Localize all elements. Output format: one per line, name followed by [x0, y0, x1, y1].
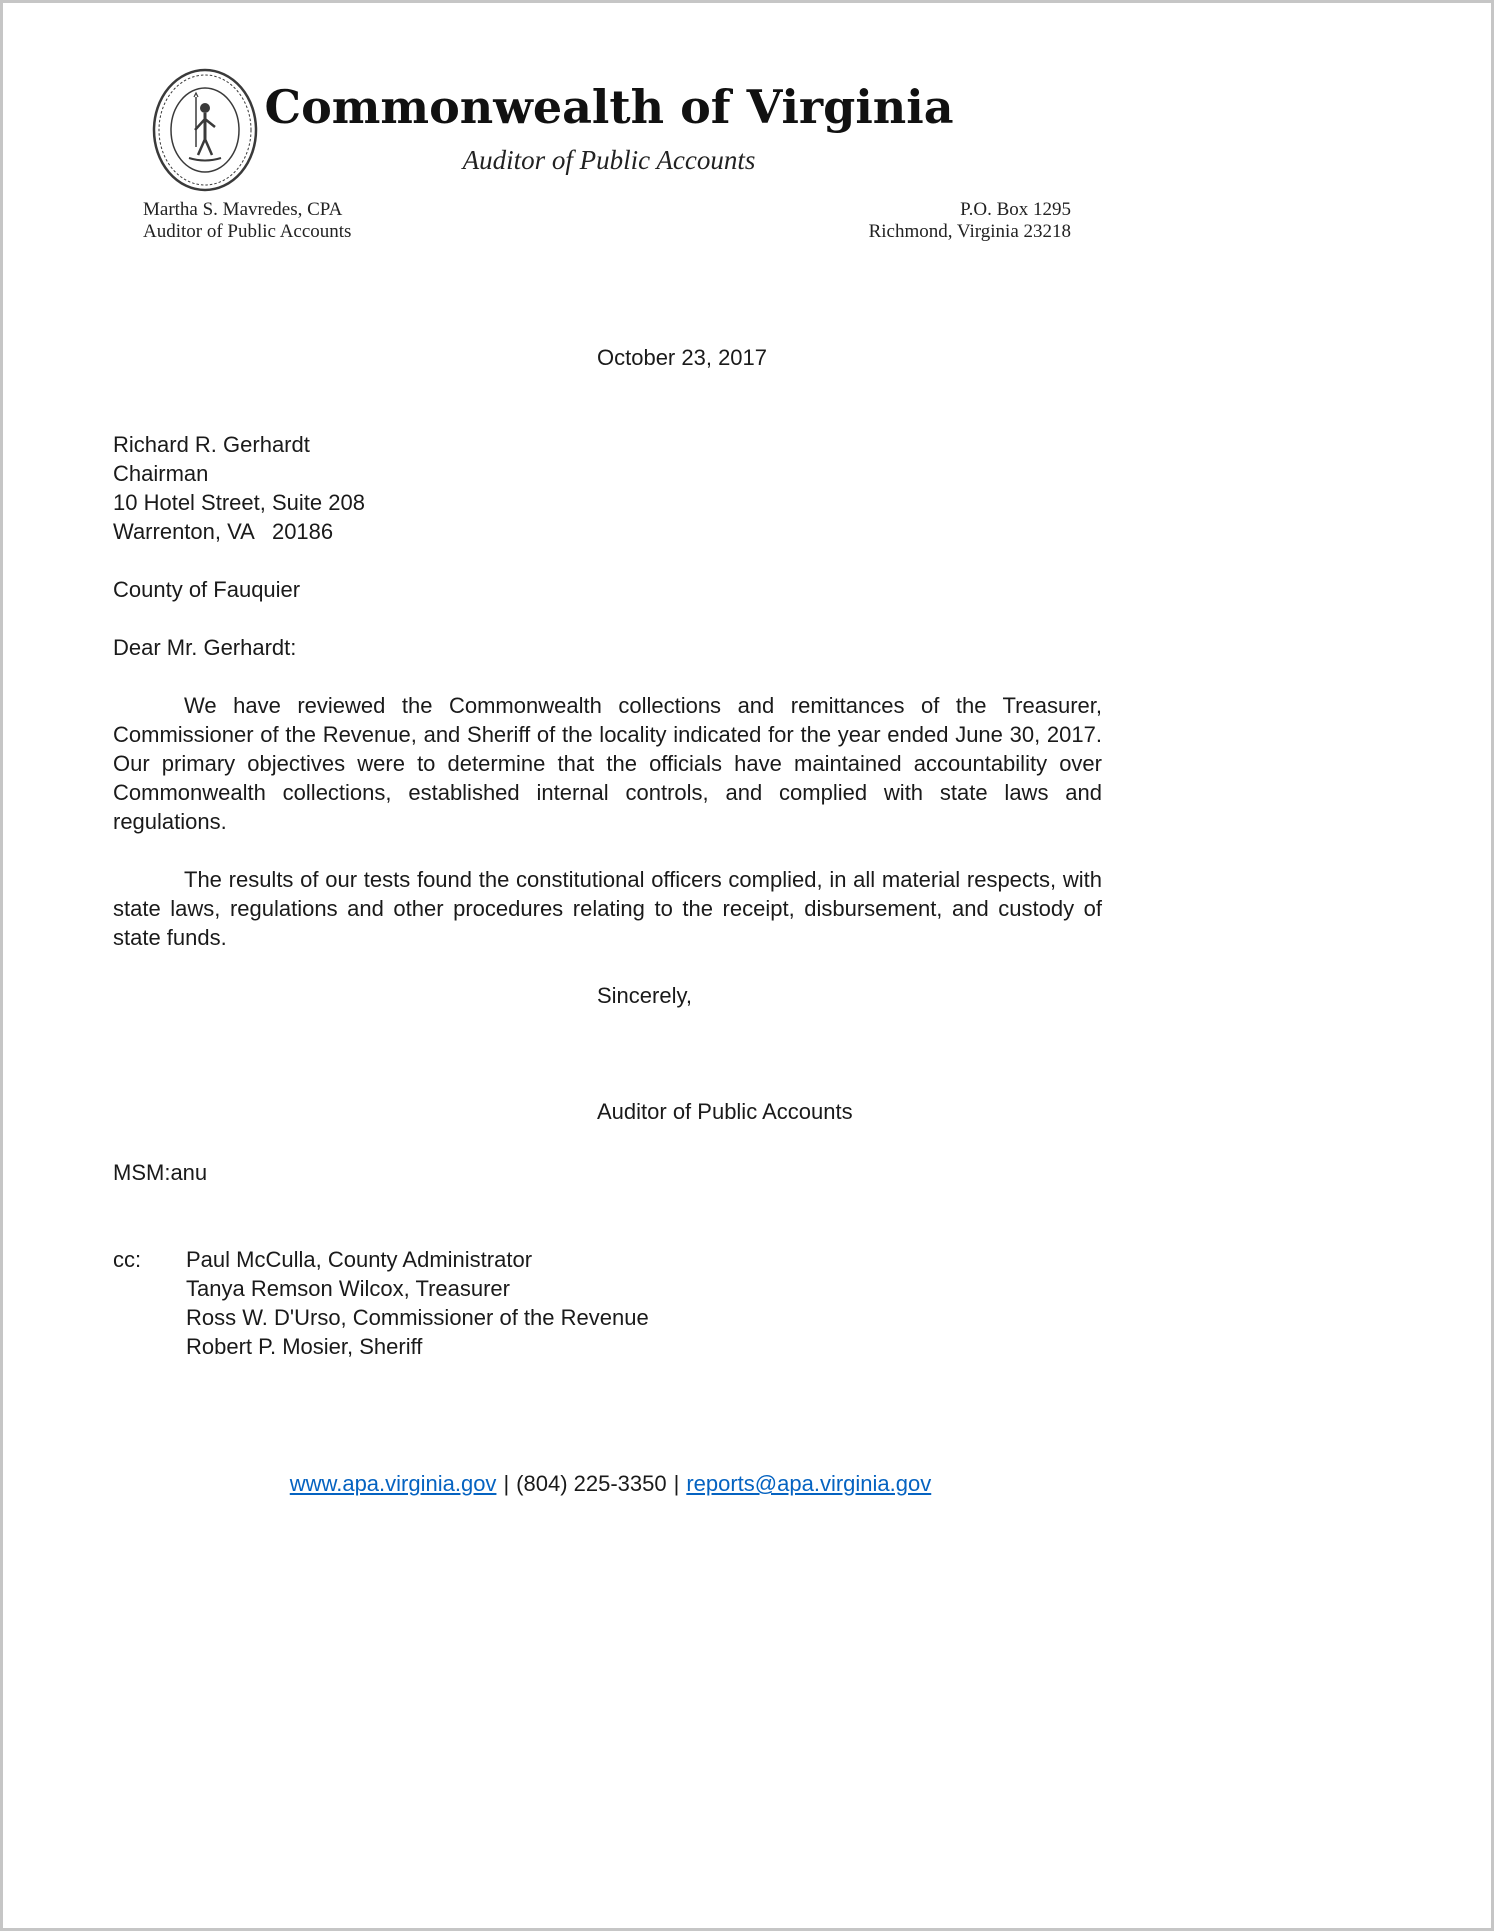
- letter-body: [3, 343, 1491, 1361]
- email-link[interactable]: reports@apa.virginia.gov: [686, 1471, 932, 1496]
- closing-line: Sincerely,: [597, 983, 692, 1008]
- letterhead: [3, 3, 1491, 253]
- letterhead-subtitle: Auditor of Public Accounts: [462, 145, 756, 175]
- signer-title: Auditor of Public Accounts: [597, 1099, 853, 1124]
- reference-initials: MSM:anu: [113, 1160, 208, 1185]
- recipient-address-block: [113, 430, 1102, 546]
- cc-list: [186, 1245, 649, 1361]
- po-box: P.O. Box 1295: [960, 199, 1071, 220]
- city-state-zip: Richmond, Virginia 23218: [868, 221, 1071, 242]
- page-footer: [113, 1469, 1108, 1498]
- cc-item: Paul McCulla, County Administrator: [186, 1247, 533, 1272]
- paragraph-1: We have reviewed the Commonwealth collections and remittances of the Treasurer, Commissioner of the Revenue, and Sheriff of the locality indicated for the year ended June 30, 2017. Our primary objectives were to determine that the officials have maintained accountability over Commonwealth collections, established internal controls, and complied with state laws and regulations.: [113, 693, 1102, 834]
- paragraph-2: The results of our tests found the constitutional officers complied, in all material respects, with state laws, regulations and other procedures relating to the receipt, disbursement, and custody of state funds.: [113, 867, 1102, 950]
- cc-item: Robert P. Mosier, Sheriff: [186, 1334, 423, 1359]
- website-link[interactable]: www.apa.virginia.gov: [289, 1471, 497, 1496]
- auditor-name: Martha S. Mavredes, CPA: [143, 199, 343, 220]
- recipient-city-state-zip: Warrenton, VA 20186: [113, 519, 334, 544]
- letterhead-center: [3, 3, 1215, 175]
- cc-item: Tanya Remson Wilcox, Treasurer: [186, 1276, 510, 1301]
- auditor-title: Auditor of Public Accounts: [143, 221, 352, 242]
- letter-date: October 23, 2017: [597, 345, 768, 370]
- footer-separator: |: [503, 1471, 510, 1496]
- recipient-street: 10 Hotel Street, Suite 208: [113, 490, 365, 515]
- recipient-name: Richard R. Gerhardt: [113, 432, 310, 457]
- footer-separator: |: [673, 1471, 680, 1496]
- letterhead-title: Commonwealth of Virginia: [264, 80, 954, 134]
- cc-block: [113, 1245, 1102, 1361]
- phone-number: (804) 225-3350: [516, 1471, 667, 1496]
- locality-line: County of Fauquier: [113, 577, 301, 602]
- recipient-title: Chairman: [113, 461, 209, 486]
- salutation: Dear Mr. Gerhardt:: [113, 635, 297, 660]
- cc-label: cc:: [113, 1247, 142, 1272]
- cc-item: Ross W. D'Urso, Commissioner of the Revenue: [186, 1305, 649, 1330]
- office-address-block: [3, 199, 1071, 243]
